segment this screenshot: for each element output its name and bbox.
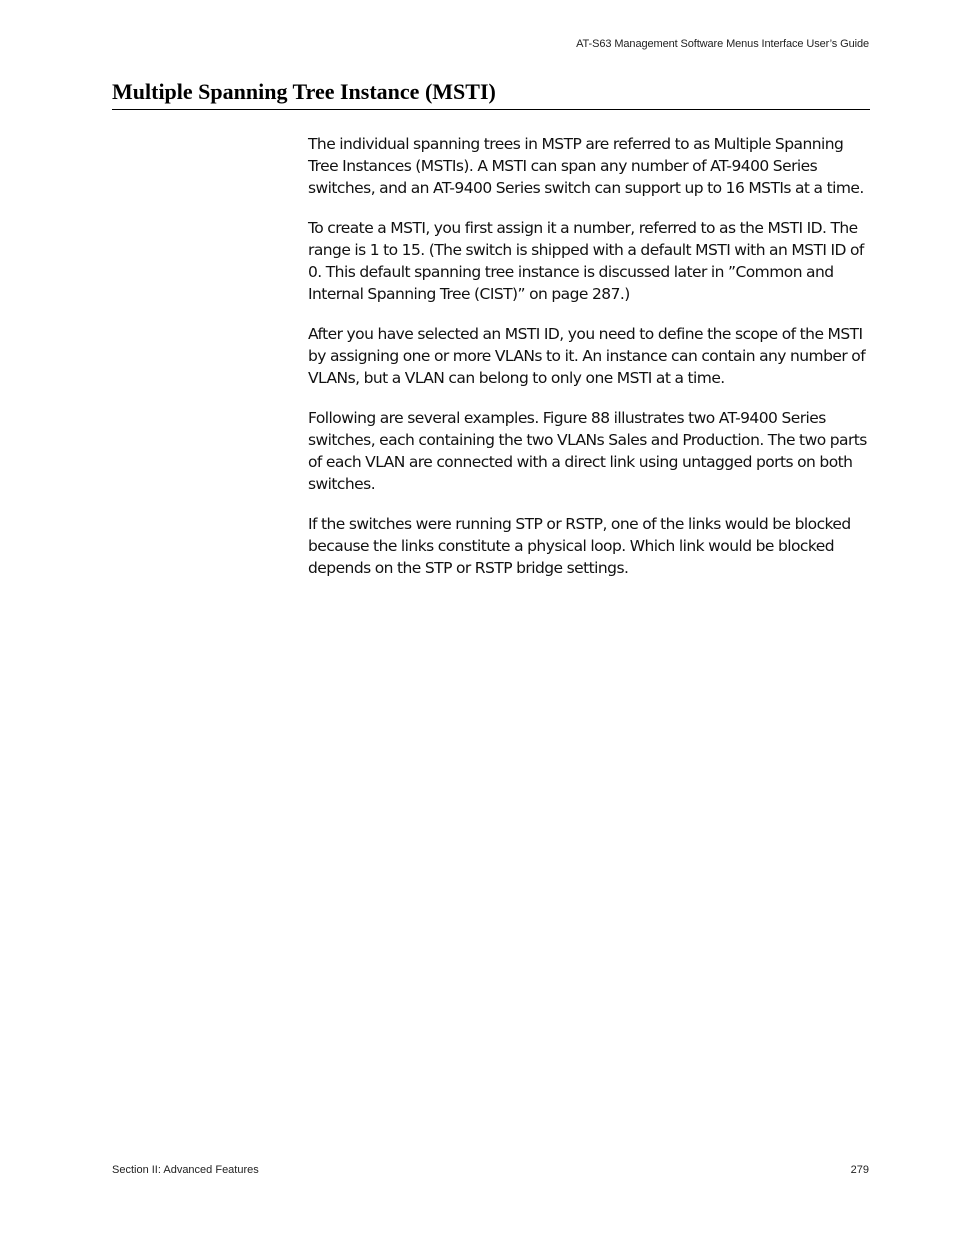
paragraph: After you have selected an MSTI ID, you need to define the scope of the MSTI by assigning one or more VLANs to it. An instance can contain any number of VLANs, but a VLAN can belong to only one MSTI at a time. [308,325,866,387]
section-title: Multiple Spanning Tree Instance (MSTI) [112,79,496,104]
paragraph: To create a MSTI, you first assign it a number, referred to as the MSTI ID. The range is 1 to 15. (The switch is shipped with a default MSTI with an MSTI ID of 0. This default spanning tree instance is discussed later in ”Common and Internal Spanning Tree (CIST)” on page 287.) [308,219,864,303]
title-divider [112,109,870,110]
footer-section-label: Section II: Advanced Features [112,1164,259,1176]
body-text [308,133,870,597]
paragraph: If the switches were running STP or RSTP, one of the links would be blocked because the links constitute a physical loop. Which link would be blocked depends on the STP or RSTP bridge settings. [308,515,851,577]
paragraph: The individual spanning trees in MSTP are referred to as Multiple Spanning Tree Instances (MSTIs). A MSTI can span any number of AT-9400 Series switches, and an AT-9400 Series switch can support up to 16 MSTIs at a time. [308,135,864,197]
paragraph: Following are several examples. Figure 88 illustrates two AT-9400 Series switches, each containing the two VLANs Sales and Production. The two parts of each VLAN are connected with a direct link using untagged ports on both switches. [308,409,867,493]
running-header: AT-S63 Management Software Menus Interface User’s Guide [576,38,869,50]
page-number: 279 [850,1164,869,1176]
